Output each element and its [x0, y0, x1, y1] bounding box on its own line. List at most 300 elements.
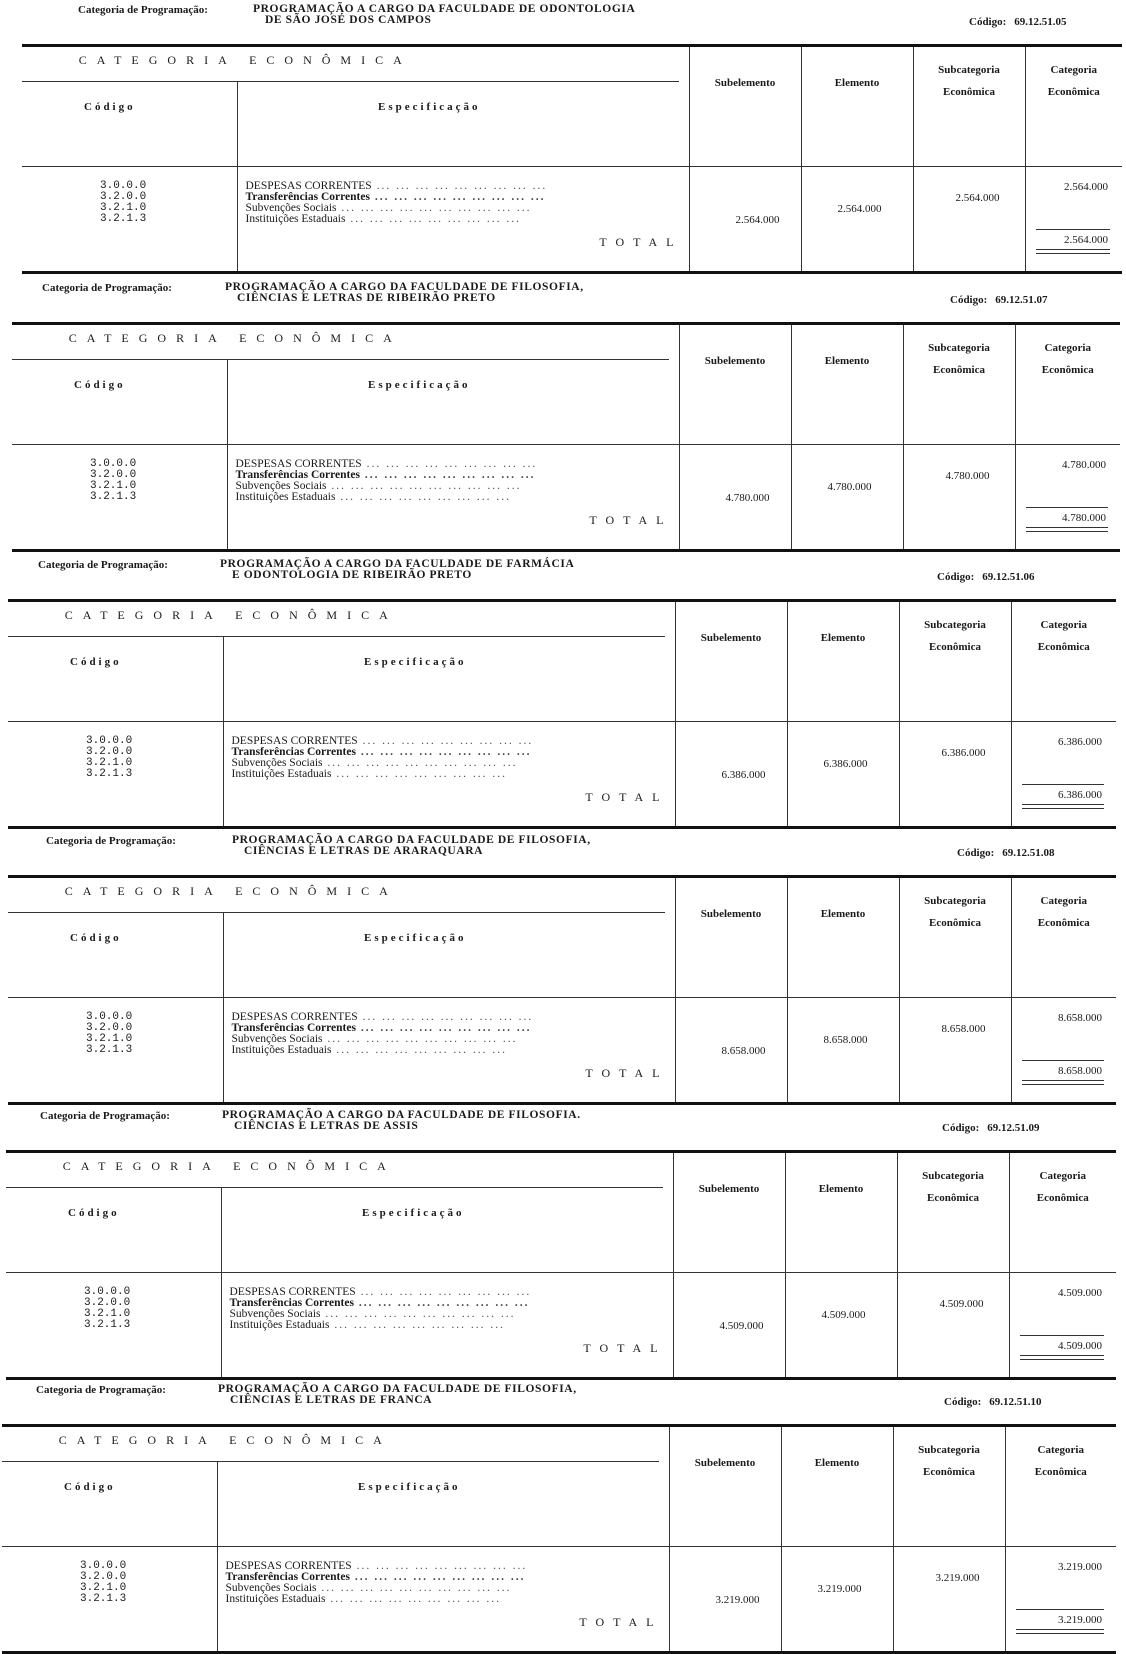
- subelemento-value: 3.219.000: [715, 1594, 760, 1606]
- subelemento-column-header: Subelemento: [673, 1152, 785, 1273]
- codigo-cell: [22, 167, 237, 273]
- especificacao-cell: [223, 722, 675, 828]
- header-column-divider: [227, 359, 228, 444]
- subelemento-cell: [675, 722, 787, 828]
- program-section: [0, 278, 1126, 548]
- categoria-economica-header: [8, 877, 675, 998]
- row-specification: [236, 492, 511, 503]
- program-title-line-2: CIÊNCIAS E LETRAS DE ASSIS: [234, 1120, 419, 1132]
- row-code: 3.0.0.0: [80, 1560, 127, 1572]
- leader-dots: ... ... ... ... ... ... ... ... ... ...: [322, 757, 518, 769]
- categoria-cell: [1011, 998, 1116, 1104]
- elemento-value: 3.219.000: [817, 1583, 862, 1595]
- specification-text: Subvenções Sociais: [229, 1308, 321, 1320]
- specification-text: DESPESAS CORRENTES: [229, 1286, 356, 1298]
- subcategoria-header-line-1: Subcategoria: [928, 342, 990, 354]
- subcategoria-header-line-2: Econômica: [943, 86, 995, 98]
- categoria-programacao-label: Categoria de Programação:: [46, 835, 176, 847]
- leader-dots: ... ... ... ... ... ... ... ... ... ...: [336, 202, 532, 214]
- categoria-economica-title: CATEGORIA ECONÔMICA: [64, 608, 398, 622]
- program-title: [253, 4, 635, 26]
- total-label: TOTAL: [589, 513, 673, 527]
- row-code: 3.2.0.0: [100, 191, 147, 203]
- total-double-rule: [1026, 527, 1109, 532]
- total-label: TOTAL: [579, 1615, 663, 1629]
- program-section: [0, 831, 1126, 1101]
- leader-dots: ... ... ... ... ... ... ... ... ...: [357, 735, 534, 747]
- section-header: [0, 1380, 1126, 1424]
- program-title-line-2: CIÊNCIAS E LETRAS DE ARARAQUARA: [244, 845, 484, 857]
- header-divider-line: [6, 1187, 663, 1188]
- specification-text: Subvenções Sociais: [231, 1033, 323, 1045]
- categoria-cell: [1015, 445, 1120, 551]
- categoria-value: 8.658.000: [1058, 1012, 1103, 1024]
- leader-dots: ... ... ... ... ... ... ... ... ...: [335, 491, 511, 503]
- subelemento-value: 4.509.000: [719, 1320, 764, 1332]
- codigo-value: 69.12.51.05: [1014, 16, 1067, 28]
- row-code: 3.2.0.0: [90, 469, 137, 481]
- categoria-programacao-label: Categoria de Programação:: [38, 559, 168, 571]
- elemento-column-header: Elemento: [801, 46, 913, 167]
- categoria-economica-title: CATEGORIA ECONÔMICA: [58, 1433, 392, 1447]
- program-title-line-2: CIÊNCIAS E LETRAS DE RIBEIRÃO PRETO: [237, 292, 496, 304]
- economic-category-table: [2, 1424, 1116, 1654]
- categoria-column-header: [1009, 1152, 1116, 1273]
- subelemento-column-header: Subelemento: [675, 877, 787, 998]
- especificacao-cell: [227, 445, 679, 551]
- row-code: 3.2.0.0: [80, 1571, 127, 1583]
- subelemento-cell: [689, 167, 801, 273]
- row-specification: [232, 769, 507, 780]
- codigo-cell: [8, 998, 223, 1104]
- row-code: 3.2.1.3: [90, 491, 137, 503]
- specification-text: DESPESAS CORRENTES: [225, 1560, 352, 1572]
- categoria-header-line-1: Categoria: [1044, 342, 1091, 354]
- elemento-cell: [787, 722, 899, 828]
- row-specification: [232, 1045, 507, 1056]
- categoria-economica-header: [2, 1426, 669, 1547]
- codigo-column-header: Código: [64, 1481, 116, 1493]
- codigo-label: Código:: [944, 1396, 982, 1408]
- program-title: [225, 282, 584, 304]
- subtotal-rule: [1022, 784, 1105, 785]
- table-body-row: [22, 167, 1122, 273]
- specification-text: DESPESAS CORRENTES: [231, 1011, 358, 1023]
- total-value: 6.386.000: [1058, 789, 1103, 801]
- codigo-label: Código:: [969, 16, 1007, 28]
- categoria-cell: [1025, 167, 1122, 273]
- leader-dots: ... ... ... ... ... ... ... ... ...: [351, 1560, 528, 1572]
- categoria-header-line-1: Categoria: [1050, 64, 1097, 76]
- section-header: [0, 278, 1126, 322]
- total-value: 4.509.000: [1058, 1340, 1103, 1352]
- categoria-header-line-1: Categoria: [1039, 1170, 1086, 1182]
- subcategoria-value: 4.509.000: [939, 1298, 984, 1310]
- row-code: 3.0.0.0: [84, 1286, 131, 1298]
- categoria-value: 3.219.000: [1058, 1561, 1103, 1573]
- total-label: TOTAL: [599, 235, 683, 249]
- specification-text: Subvenções Sociais: [231, 757, 323, 769]
- subcategoria-cell: [899, 998, 1011, 1104]
- total-double-rule: [1020, 1355, 1105, 1360]
- categoria-programacao-label: Categoria de Programação:: [40, 1110, 170, 1122]
- row-code: 3.2.1.0: [86, 1033, 133, 1045]
- categoria-header-line-2: Econômica: [1034, 1466, 1087, 1478]
- categoria-value: 4.509.000: [1058, 1287, 1103, 1299]
- table-header-row: [2, 1426, 1116, 1547]
- program-title-line-1: PROGRAMAÇÃO A CARGO DA FACULDADE DE FARMÁCIA: [220, 558, 575, 570]
- subcategoria-header-line-1: Subcategoria: [924, 619, 986, 631]
- codigo-column-header: Código: [68, 1207, 120, 1219]
- table-body-row: [12, 445, 1120, 551]
- subcategoria-column-header: [903, 324, 1015, 445]
- program-section: [0, 0, 1126, 270]
- categoria-value: 4.780.000: [1062, 459, 1107, 471]
- elemento-column-header: Elemento: [791, 324, 903, 445]
- subcategoria-header-line-2: Econômica: [927, 1192, 979, 1204]
- categoria-header-line-1: Categoria: [1040, 619, 1087, 631]
- codigo-column-header: Código: [74, 379, 126, 391]
- categoria-programacao-label: Categoria de Programação:: [42, 282, 172, 294]
- subelemento-value: 8.658.000: [721, 1045, 766, 1057]
- categoria-header-line-1: Categoria: [1037, 1444, 1084, 1456]
- program-title-line-1: PROGRAMAÇÃO A CARGO DA FACULDADE DE ODONTOLOGIA: [253, 3, 636, 15]
- header-column-divider: [223, 912, 224, 997]
- subcategoria-value: 2.564.000: [955, 192, 1000, 204]
- elemento-cell: [801, 167, 913, 273]
- table-body-row: [8, 998, 1116, 1104]
- subcategoria-header-line-1: Subcategoria: [922, 1170, 984, 1182]
- subelemento-cell: [679, 445, 791, 551]
- table-header-row: [22, 46, 1122, 167]
- subcategoria-cell: [913, 167, 1025, 273]
- row-specification: [226, 1594, 501, 1605]
- categoria-economica-title: CATEGORIA ECONÔMICA: [62, 1159, 396, 1173]
- program-title-line-1: PROGRAMAÇÃO A CARGO DA FACULDADE DE FILOSOFIA,: [225, 281, 584, 293]
- leader-dots: ... ... ... ... ... ... ... ... ... ...: [320, 1308, 516, 1320]
- especificacao-column-header: Especificação: [362, 1207, 465, 1219]
- elemento-column-header: Elemento: [785, 1152, 897, 1273]
- total-value: 2.564.000: [1064, 234, 1109, 246]
- categoria-column-header: [1011, 877, 1116, 998]
- categoria-economica-title: CATEGORIA ECONÔMICA: [68, 331, 402, 345]
- leader-dots: ... ... ... ... ... ... ... ... ...: [355, 1022, 532, 1034]
- especificacao-column-header: Especificação: [378, 101, 481, 113]
- header-column-divider: [223, 636, 224, 721]
- codigo-label: Código:: [942, 1122, 980, 1134]
- subcategoria-header-line-2: Econômica: [929, 641, 981, 653]
- codigo-cell: [2, 1547, 217, 1653]
- subcategoria-column-header: [893, 1426, 1005, 1547]
- total-label: TOTAL: [585, 1066, 669, 1080]
- categoria-economica-header: [8, 601, 675, 722]
- row-code: 3.2.0.0: [86, 1022, 133, 1034]
- subelemento-column-header: Subelemento: [689, 46, 801, 167]
- subtotal-rule: [1026, 507, 1109, 508]
- header-divider-line: [12, 359, 669, 360]
- categoria-column-header: [1025, 46, 1122, 167]
- subcategoria-header-line-2: Econômica: [923, 1466, 975, 1478]
- program-section: [0, 555, 1126, 825]
- subtotal-rule: [1036, 229, 1111, 230]
- elemento-cell: [781, 1547, 893, 1653]
- codigo-value: 69.12.51.07: [995, 294, 1048, 306]
- leader-dots: ... ... ... ... ... ... ... ... ...: [361, 458, 538, 470]
- categoria-cell: [1005, 1547, 1116, 1653]
- categoria-header-line-2: Econômica: [1047, 86, 1100, 98]
- row-code: 3.0.0.0: [86, 1011, 133, 1023]
- section-header: [0, 831, 1126, 875]
- specification-text: Subvenções Sociais: [235, 480, 327, 492]
- codigo-label: Código:: [957, 847, 995, 859]
- subcategoria-value: 8.658.000: [941, 1023, 986, 1035]
- section-header: [0, 1106, 1126, 1150]
- header-divider-line: [2, 1461, 659, 1462]
- header-divider-line: [22, 81, 679, 82]
- especificacao-column-header: Especificação: [364, 932, 467, 944]
- categoria-header-line-2: Econômica: [1037, 641, 1090, 653]
- table-header-row: [12, 324, 1120, 445]
- program-title-line-2: CIÊNCIAS E LETRAS DE FRANCA: [230, 1394, 433, 1406]
- program-section: [0, 1380, 1126, 1650]
- elemento-value: 4.780.000: [827, 481, 872, 493]
- specification-text: Transferências Correntes: [231, 1022, 356, 1034]
- elemento-cell: [791, 445, 903, 551]
- codigo-column-header: Código: [70, 932, 122, 944]
- table-body-row: [2, 1547, 1116, 1653]
- subcategoria-header-line-1: Subcategoria: [918, 1444, 980, 1456]
- specification-text: Transferências Correntes: [225, 1571, 350, 1583]
- especificacao-cell: [237, 167, 689, 273]
- row-code: 3.2.1.3: [86, 1044, 133, 1056]
- elemento-value: 2.564.000: [837, 203, 882, 215]
- subcategoria-value: 4.780.000: [945, 470, 990, 482]
- categoria-economica-title: CATEGORIA ECONÔMICA: [64, 884, 398, 898]
- row-code: 3.2.1.3: [80, 1593, 127, 1605]
- subcategoria-cell: [903, 445, 1015, 551]
- subtotal-rule: [1016, 1609, 1105, 1610]
- especificacao-cell: [217, 1547, 669, 1653]
- codigo-cell: [12, 445, 227, 551]
- table-header-row: [6, 1152, 1116, 1273]
- subelemento-column-header: Subelemento: [679, 324, 791, 445]
- specification-text: Instituições Estaduais: [231, 768, 332, 780]
- subcategoria-column-header: [897, 1152, 1009, 1273]
- subcategoria-value: 3.219.000: [935, 1572, 980, 1584]
- leader-dots: ... ... ... ... ... ... ... ... ...: [329, 1319, 505, 1331]
- section-header: [0, 555, 1126, 599]
- row-code: 3.0.0.0: [90, 458, 137, 470]
- section-header: [0, 0, 1126, 44]
- especificacao-column-header: Especificação: [358, 1481, 461, 1493]
- subelemento-value: 6.386.000: [721, 769, 766, 781]
- elemento-value: 4.509.000: [821, 1309, 866, 1321]
- row-code: 3.2.0.0: [86, 746, 133, 758]
- leader-dots: ... ... ... ... ... ... ... ... ...: [369, 191, 546, 203]
- row-code: 3.2.1.3: [100, 213, 147, 225]
- subelemento-value: 4.780.000: [725, 492, 770, 504]
- categoria-header-line-2: Econômica: [1037, 917, 1090, 929]
- leader-dots: ... ... ... ... ... ... ... ... ...: [357, 1011, 534, 1023]
- row-code: 3.0.0.0: [100, 180, 147, 192]
- leader-dots: ... ... ... ... ... ... ... ... ...: [331, 1044, 507, 1056]
- subcategoria-header-line-1: Subcategoria: [938, 64, 1000, 76]
- program-code: [937, 571, 1035, 583]
- subcategoria-cell: [899, 722, 1011, 828]
- row-code: 3.2.1.0: [90, 480, 137, 492]
- elemento-cell: [787, 998, 899, 1104]
- subcategoria-header-line-2: Econômica: [933, 364, 985, 376]
- especificacao-cell: [221, 1273, 673, 1379]
- subelemento-column-header: Subelemento: [669, 1426, 781, 1547]
- categoria-economica-title: CATEGORIA ECONÔMICA: [78, 53, 412, 67]
- leader-dots: ... ... ... ... ... ... ... ... ...: [371, 180, 548, 192]
- specification-text: Instituições Estaduais: [235, 491, 336, 503]
- specification-text: DESPESAS CORRENTES: [235, 458, 362, 470]
- leader-dots: ... ... ... ... ... ... ... ... ... ...: [322, 1033, 518, 1045]
- categoria-value: 6.386.000: [1058, 736, 1103, 748]
- especificacao-column-header: Especificação: [364, 656, 467, 668]
- row-code: 3.2.1.0: [100, 202, 147, 214]
- economic-category-table: [8, 875, 1116, 1105]
- subcategoria-value: 6.386.000: [941, 747, 986, 759]
- row-code: 3.2.0.0: [84, 1297, 131, 1309]
- elemento-column-header: Elemento: [781, 1426, 893, 1547]
- program-title: [218, 1384, 577, 1406]
- table-body-row: [8, 722, 1116, 828]
- program-title-line-2: E ODONTOLOGIA DE RIBEIRÃO PRETO: [232, 569, 472, 581]
- subelemento-cell: [669, 1547, 781, 1653]
- leader-dots: ... ... ... ... ... ... ... ... ...: [325, 1593, 501, 1605]
- categoria-programacao-label: Categoria de Programação:: [36, 1384, 166, 1396]
- categoria-column-header: [1011, 601, 1116, 722]
- economic-category-table: [22, 44, 1122, 274]
- elemento-column-header: Elemento: [787, 601, 899, 722]
- categoria-cell: [1011, 722, 1116, 828]
- categoria-column-header: [1005, 1426, 1116, 1547]
- leader-dots: ... ... ... ... ... ... ... ... ...: [345, 213, 521, 225]
- leader-dots: ... ... ... ... ... ... ... ... ...: [349, 1571, 526, 1583]
- codigo-cell: [8, 722, 223, 828]
- leader-dots: ... ... ... ... ... ... ... ... ...: [355, 746, 532, 758]
- elemento-value: 6.386.000: [823, 758, 868, 770]
- leader-dots: ... ... ... ... ... ... ... ... ...: [331, 768, 507, 780]
- categoria-economica-header: [6, 1152, 673, 1273]
- specification-text: Instituições Estaduais: [225, 1593, 326, 1605]
- leader-dots: ... ... ... ... ... ... ... ... ...: [355, 1286, 532, 1298]
- subelemento-value: 2.564.000: [735, 214, 780, 226]
- program-title: [232, 835, 591, 857]
- codigo-column-header: Código: [70, 656, 122, 668]
- row-code: 3.2.1.0: [80, 1582, 127, 1594]
- codigo-value: 69.12.51.06: [982, 571, 1035, 583]
- table-body-row: [6, 1273, 1116, 1379]
- program-code: [969, 16, 1067, 28]
- codigo-value: 69.12.51.08: [1002, 847, 1055, 859]
- especificacao-cell: [223, 998, 675, 1104]
- elemento-column-header: Elemento: [787, 877, 899, 998]
- subtotal-rule: [1020, 1335, 1105, 1336]
- subcategoria-column-header: [913, 46, 1025, 167]
- program-title-line-2: DE SÃO JOSÉ DOS CAMPOS: [265, 14, 432, 26]
- row-specification: [246, 214, 521, 225]
- economic-category-table: [12, 322, 1120, 552]
- row-code: 3.2.1.3: [86, 768, 133, 780]
- especificacao-column-header: Especificação: [368, 379, 471, 391]
- subcategoria-column-header: [899, 877, 1011, 998]
- header-column-divider: [221, 1187, 222, 1272]
- program-code: [950, 294, 1048, 306]
- categoria-column-header: [1015, 324, 1120, 445]
- leader-dots: ... ... ... ... ... ... ... ... ... ...: [316, 1582, 512, 1594]
- specification-text: Subvenções Sociais: [225, 1582, 317, 1594]
- leader-dots: ... ... ... ... ... ... ... ... ...: [359, 469, 536, 481]
- total-double-rule: [1016, 1629, 1105, 1634]
- row-code: 3.2.1.0: [84, 1308, 131, 1320]
- subtotal-rule: [1022, 1060, 1105, 1061]
- specification-text: Transferências Correntes: [235, 469, 360, 481]
- elemento-value: 8.658.000: [823, 1034, 868, 1046]
- specification-text: DESPESAS CORRENTES: [245, 180, 372, 192]
- total-double-rule: [1022, 1080, 1105, 1085]
- row-code: 3.0.0.0: [86, 735, 133, 747]
- categoria-header-line-2: Econômica: [1041, 364, 1094, 376]
- categoria-economica-header: [12, 324, 679, 445]
- header-column-divider: [217, 1461, 218, 1546]
- row-code: 3.2.1.3: [84, 1319, 131, 1331]
- program-title-line-1: PROGRAMAÇÃO A CARGO DA FACULDADE DE FILOSOFIA.: [222, 1109, 581, 1121]
- categoria-economica-header: [22, 46, 689, 167]
- header-divider-line: [8, 912, 665, 913]
- total-value: 8.658.000: [1058, 1065, 1103, 1077]
- program-code: [944, 1396, 1042, 1408]
- subcategoria-cell: [897, 1273, 1009, 1379]
- categoria-cell: [1009, 1273, 1116, 1379]
- row-specification: [230, 1320, 505, 1331]
- codigo-label: Código:: [937, 571, 975, 583]
- specification-text: Transferências Correntes: [231, 746, 356, 758]
- categoria-programacao-label: Categoria de Programação:: [78, 4, 208, 16]
- categoria-value: 2.564.000: [1064, 181, 1109, 193]
- total-double-rule: [1022, 804, 1105, 809]
- header-divider-line: [8, 636, 665, 637]
- subcategoria-header-line-1: Subcategoria: [924, 895, 986, 907]
- subcategoria-column-header: [899, 601, 1011, 722]
- specification-text: Subvenções Sociais: [245, 202, 337, 214]
- subcategoria-header-line-2: Econômica: [929, 917, 981, 929]
- table-header-row: [8, 601, 1116, 722]
- subelemento-cell: [675, 998, 787, 1104]
- program-title: [220, 559, 574, 581]
- leader-dots: ... ... ... ... ... ... ... ... ...: [353, 1297, 530, 1309]
- elemento-cell: [785, 1273, 897, 1379]
- total-label: TOTAL: [585, 790, 669, 804]
- categoria-header-line-1: Categoria: [1040, 895, 1087, 907]
- specification-text: Transferências Correntes: [245, 191, 370, 203]
- codigo-label: Código:: [950, 294, 988, 306]
- codigo-value: 69.12.51.09: [987, 1122, 1040, 1134]
- program-code: [957, 847, 1055, 859]
- specification-text: Instituições Estaduais: [245, 213, 346, 225]
- total-label: TOTAL: [583, 1341, 667, 1355]
- specification-text: Instituições Estaduais: [231, 1044, 332, 1056]
- program-title-line-1: PROGRAMAÇÃO A CARGO DA FACULDADE DE FILOSOFIA,: [232, 834, 591, 846]
- total-value: 4.780.000: [1062, 512, 1107, 524]
- codigo-cell: [6, 1273, 221, 1379]
- subcategoria-cell: [893, 1547, 1005, 1653]
- categoria-header-line-2: Econômica: [1036, 1192, 1089, 1204]
- header-column-divider: [237, 81, 238, 166]
